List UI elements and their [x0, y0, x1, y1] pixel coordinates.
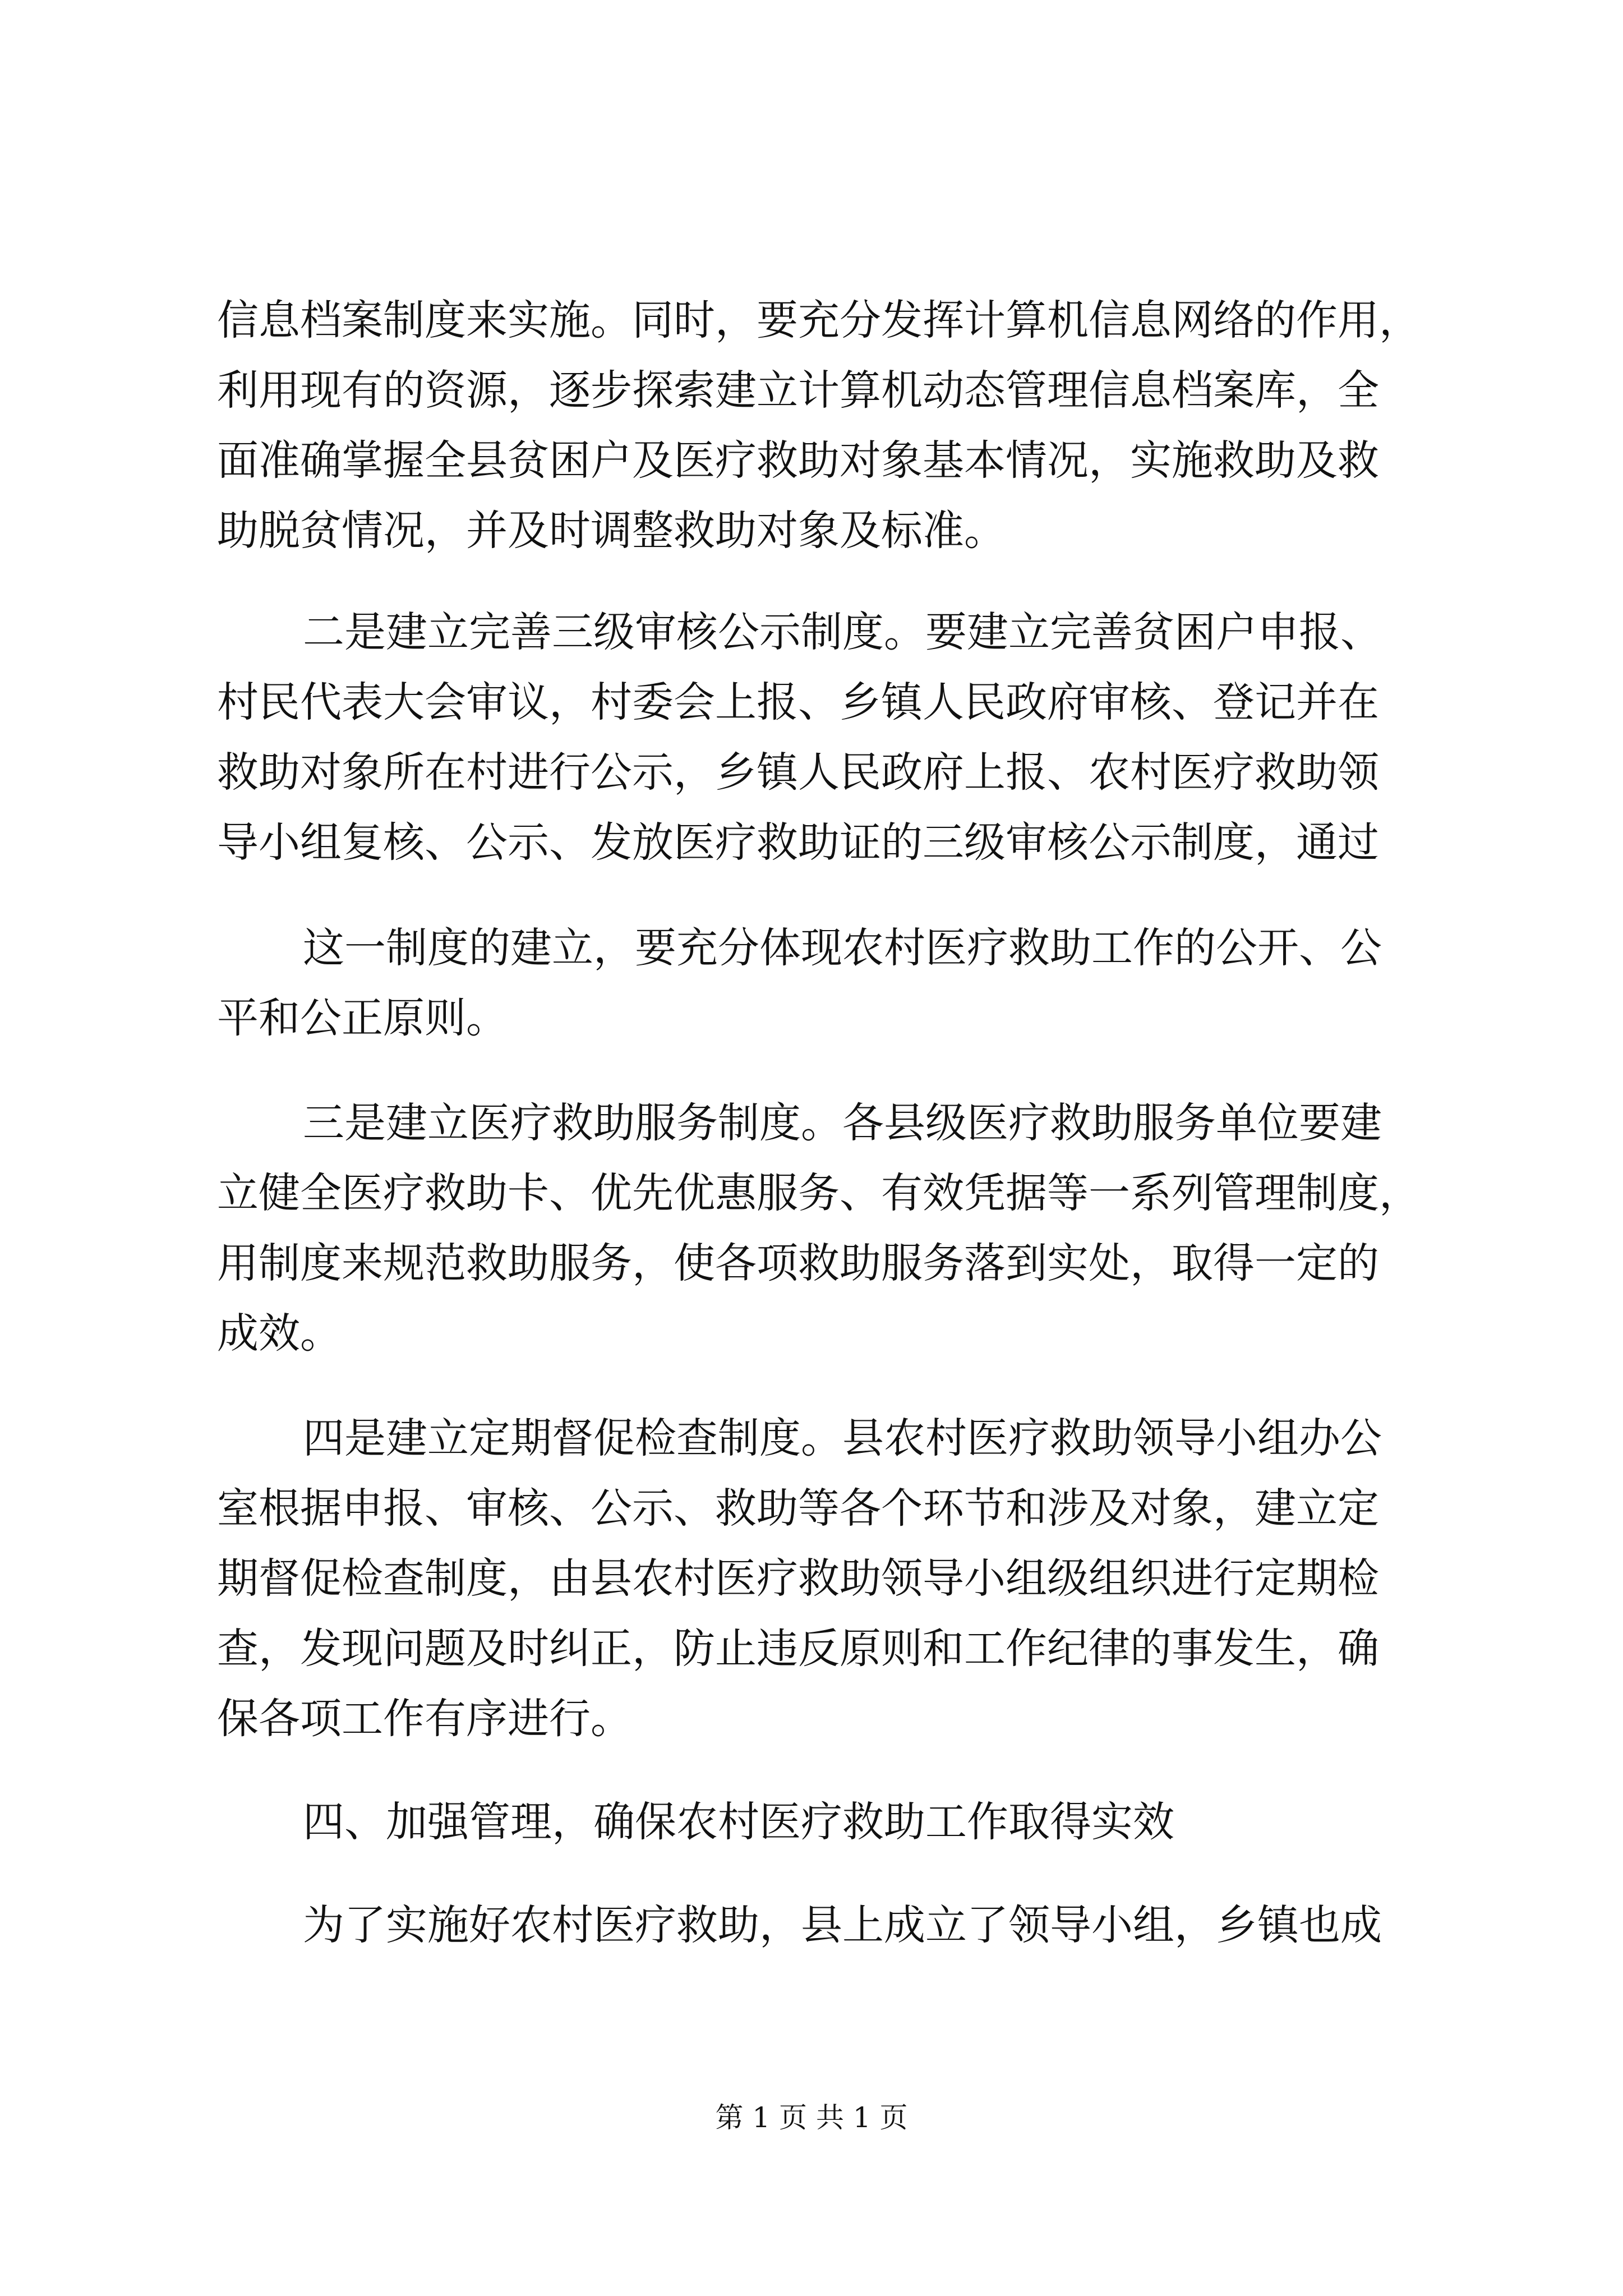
section-heading: 四、加强管理，确保农村医疗救助工作取得实效 — [303, 1798, 1174, 1846]
page-number-footer: 第 1 页 共 1 页 — [715, 2101, 908, 2134]
text-line: 保各项工作有序进行。 — [217, 1695, 632, 1743]
text-line: 村民代表大会审议，村委会上报、乡镇人民政府审核、登记并在 — [217, 678, 1379, 726]
text-line: 信息档案制度来实施。同时，要充分发挥计算机信息网络的作用， — [217, 296, 1421, 344]
text-line: 立健全医疗救助卡、优先优惠服务、有效凭据等一系列管理制度， — [217, 1169, 1421, 1217]
text-line: 面准确掌握全县贫困户及医疗救助对象基本情况，实施救助及救 — [217, 436, 1379, 485]
text-line: 二是建立完善三级审核公示制度。要建立完善贫困户申报、 — [303, 608, 1382, 656]
text-line: 成效。 — [217, 1309, 342, 1358]
text-line: 利用现有的资源，逐步探索建立计算机动态管理信息档案库，全 — [217, 366, 1379, 415]
text-line: 助脱贫情况，并及时调整救助对象及标准。 — [217, 507, 1006, 555]
text-line: 为了实施好农村医疗救助，县上成立了领导小组，乡镇也成 — [303, 1901, 1382, 1949]
text-line: 四是建立定期督促检查制度。县农村医疗救助领导小组办公 — [303, 1414, 1382, 1462]
text-line: 平和公正原则。 — [217, 994, 508, 1042]
text-line: 期督促检查制度，由县农村医疗救助领导小组级组织进行定期检 — [217, 1554, 1379, 1603]
text-line: 救助对象所在村进行公示，乡镇人民政府上报、农村医疗救助领 — [217, 748, 1379, 797]
text-line: 导小组复核、公示、发放医疗救助证的三级审核公示制度，通过 — [217, 818, 1379, 867]
text-line: 用制度来规范救助服务，使各项救助服务落到实处，取得一定的 — [217, 1239, 1379, 1287]
text-line: 查，发现问题及时纠正，防止违反原则和工作纪律的事发生，确 — [217, 1625, 1379, 1673]
text-line: 三是建立医疗救助服务制度。各县级医疗救助服务单位要建 — [303, 1099, 1382, 1147]
text-line: 室根据申报、审核、公示、救助等各个环节和涉及对象，建立定 — [217, 1484, 1379, 1533]
text-line: 这一制度的建立，要充分体现农村医疗救助工作的公开、公 — [303, 924, 1382, 972]
